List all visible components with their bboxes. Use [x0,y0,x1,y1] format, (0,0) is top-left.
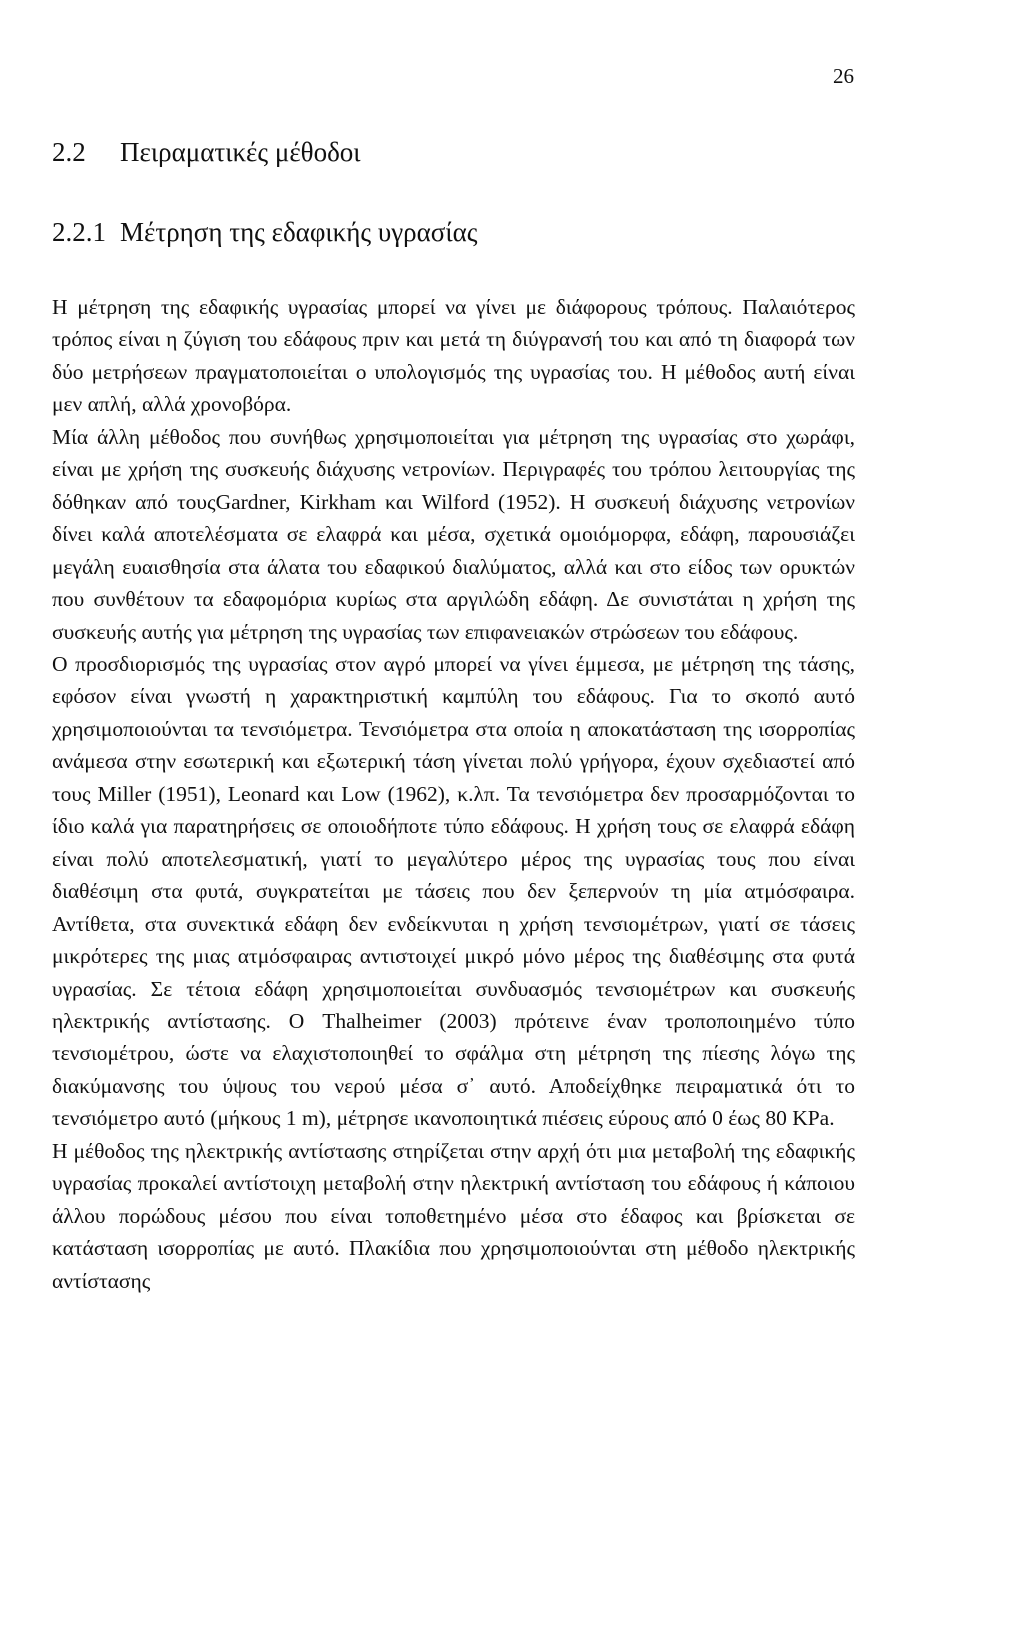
body-text [52,291,855,1297]
page-number: 26 [833,64,854,88]
paragraph: Μία άλλη μέθοδος που συνήθως χρησιμοποιείται για μέτρηση της υγρασίας στο χωράφι, είναι με χρήση της συσκευής διάχυσης νετρονίων. Περιγραφές του τρόπου λειτουργίας της δόθηκαν από τουςGardner, Kirkham και Wilford (1952). Η συσκευή διάχυσης νετρονίων δίνει καλά αποτελέσματα σε ελαφρά και μέσα, σχετικά ομοιόμορφα, εδάφη, παρουσιάζει μεγάλη ευαισθησία στα άλατα του εδαφικού διαλύματος, αλλά και στο είδος των ορυκτών που συνθέτουν τα εδαφομόρια κυρίως στα αργιλώδη εδάφη. Δε συνιστάται η χρήση της συσκευής αυτής για μέτρηση της υγρασίας των επιφανειακών στρώσεων του εδάφους. [52,424,855,644]
subsection-title: Μέτρηση της εδαφικής υγρασίας [120,217,478,247]
subsection-heading [52,217,477,248]
paragraph: Η μέθοδος της ηλεκτρικής αντίστασης στηρίζεται στην αρχή ότι μια μεταβολή της εδαφικής υγρασίας προκαλεί αντίστοιχη μεταβολή στην ηλεκτρική αντίσταση του εδάφους ή κάποιου άλλου πορώδους μέσου που είναι τοποθετημένο μέσα στο έδαφος και βρίσκεται σε κατάσταση ισορροπίας με αυτό. Πλακίδια που χρησιμοποιούνται στη μέθοδο ηλεκτρικής αντίστασης [52,1138,855,1293]
subsection-number: 2.2.1 [52,217,106,247]
paragraph: Η μέτρηση της εδαφικής υγρασίας μπορεί να γίνει με διάφορους τρόπους. Παλαιότερος τρόπος είναι η ζύγιση του εδάφους πριν και μετά τη διύγρανσή του και από τη διαφορά των δύο μετρήσεων πραγματοποιείται ο υπολογισμός της υγρασίας του. Η μέθοδος αυτή είναι μεν απλή, αλλά χρονοβόρα. [52,295,855,417]
paragraph: Ο προσδιορισμός της υγρασίας στον αγρό μπορεί να γίνει έμμεσα, με μέτρηση της τάσης, εφόσον είναι γνωστή η χαρακτηριστική καμπύλη του εδάφους. Για το σκοπό αυτό χρησιμοποιούνται τα τενσιόμετρα. Τενσιόμετρα στα οποία η αποκατάσταση της ισορροπίας ανάμεσα στην εσωτερική και εξωτερική τάση γίνεται πολύ γρήγορα, έχουν σχεδιαστεί από τους Miller (1951), Leonard και Low (1962), κ.λπ. Τα τενσιόμετρα δεν προσαρμόζονται το ίδιο καλά για παρατηρήσεις σε οποιοδήποτε τύπο εδάφους. Η χρήση τους σε ελαφρά εδάφη είναι πολύ αποτελεσματική, γιατί το μεγαλύτερο μέρος της υγρασίας τους που είναι διαθέσιμη στα φυτά, συγκρατείται με τάσεις που δεν ξεπερνούν τη μία ατμόσφαιρα. Αντίθετα, στα συνεκτικά εδάφη δεν ενδείκνυται η χρήση τενσιομέτρων, γιατί σε τάσεις μικρότερες της μιας ατμόσφαιρας αντιστοιχεί μικρό μόνο μέρος της διαθέσιμης στα φυτά υγρασίας. Σε τέτοια εδάφη χρησιμοποιείται συνδυασμός τενσιομέτρων και συσκευής ηλεκτρικής αντίστασης. Ο Thalheimer (2003) πρότεινε έναν τροποποιημένο τύπο τενσιομέτρου, ώστε να ελαχιστοποιηθεί το σφάλμα στη μέτρηση της πίεσης λόγω της διακύμανσης του ύψους του νερού μέσα σ᾽ αυτό. Αποδείχθηκε πειραματικά ότι το τενσιόμετρο αυτό (μήκους 1 m), μέτρησε ικανοποιητικά πιέσεις εύρους από 0 έως 80 KPa. [52,651,855,1131]
section-title: Πειραματικές μέθοδοι [120,137,361,167]
section-heading [52,137,361,168]
section-number: 2.2 [52,137,86,167]
